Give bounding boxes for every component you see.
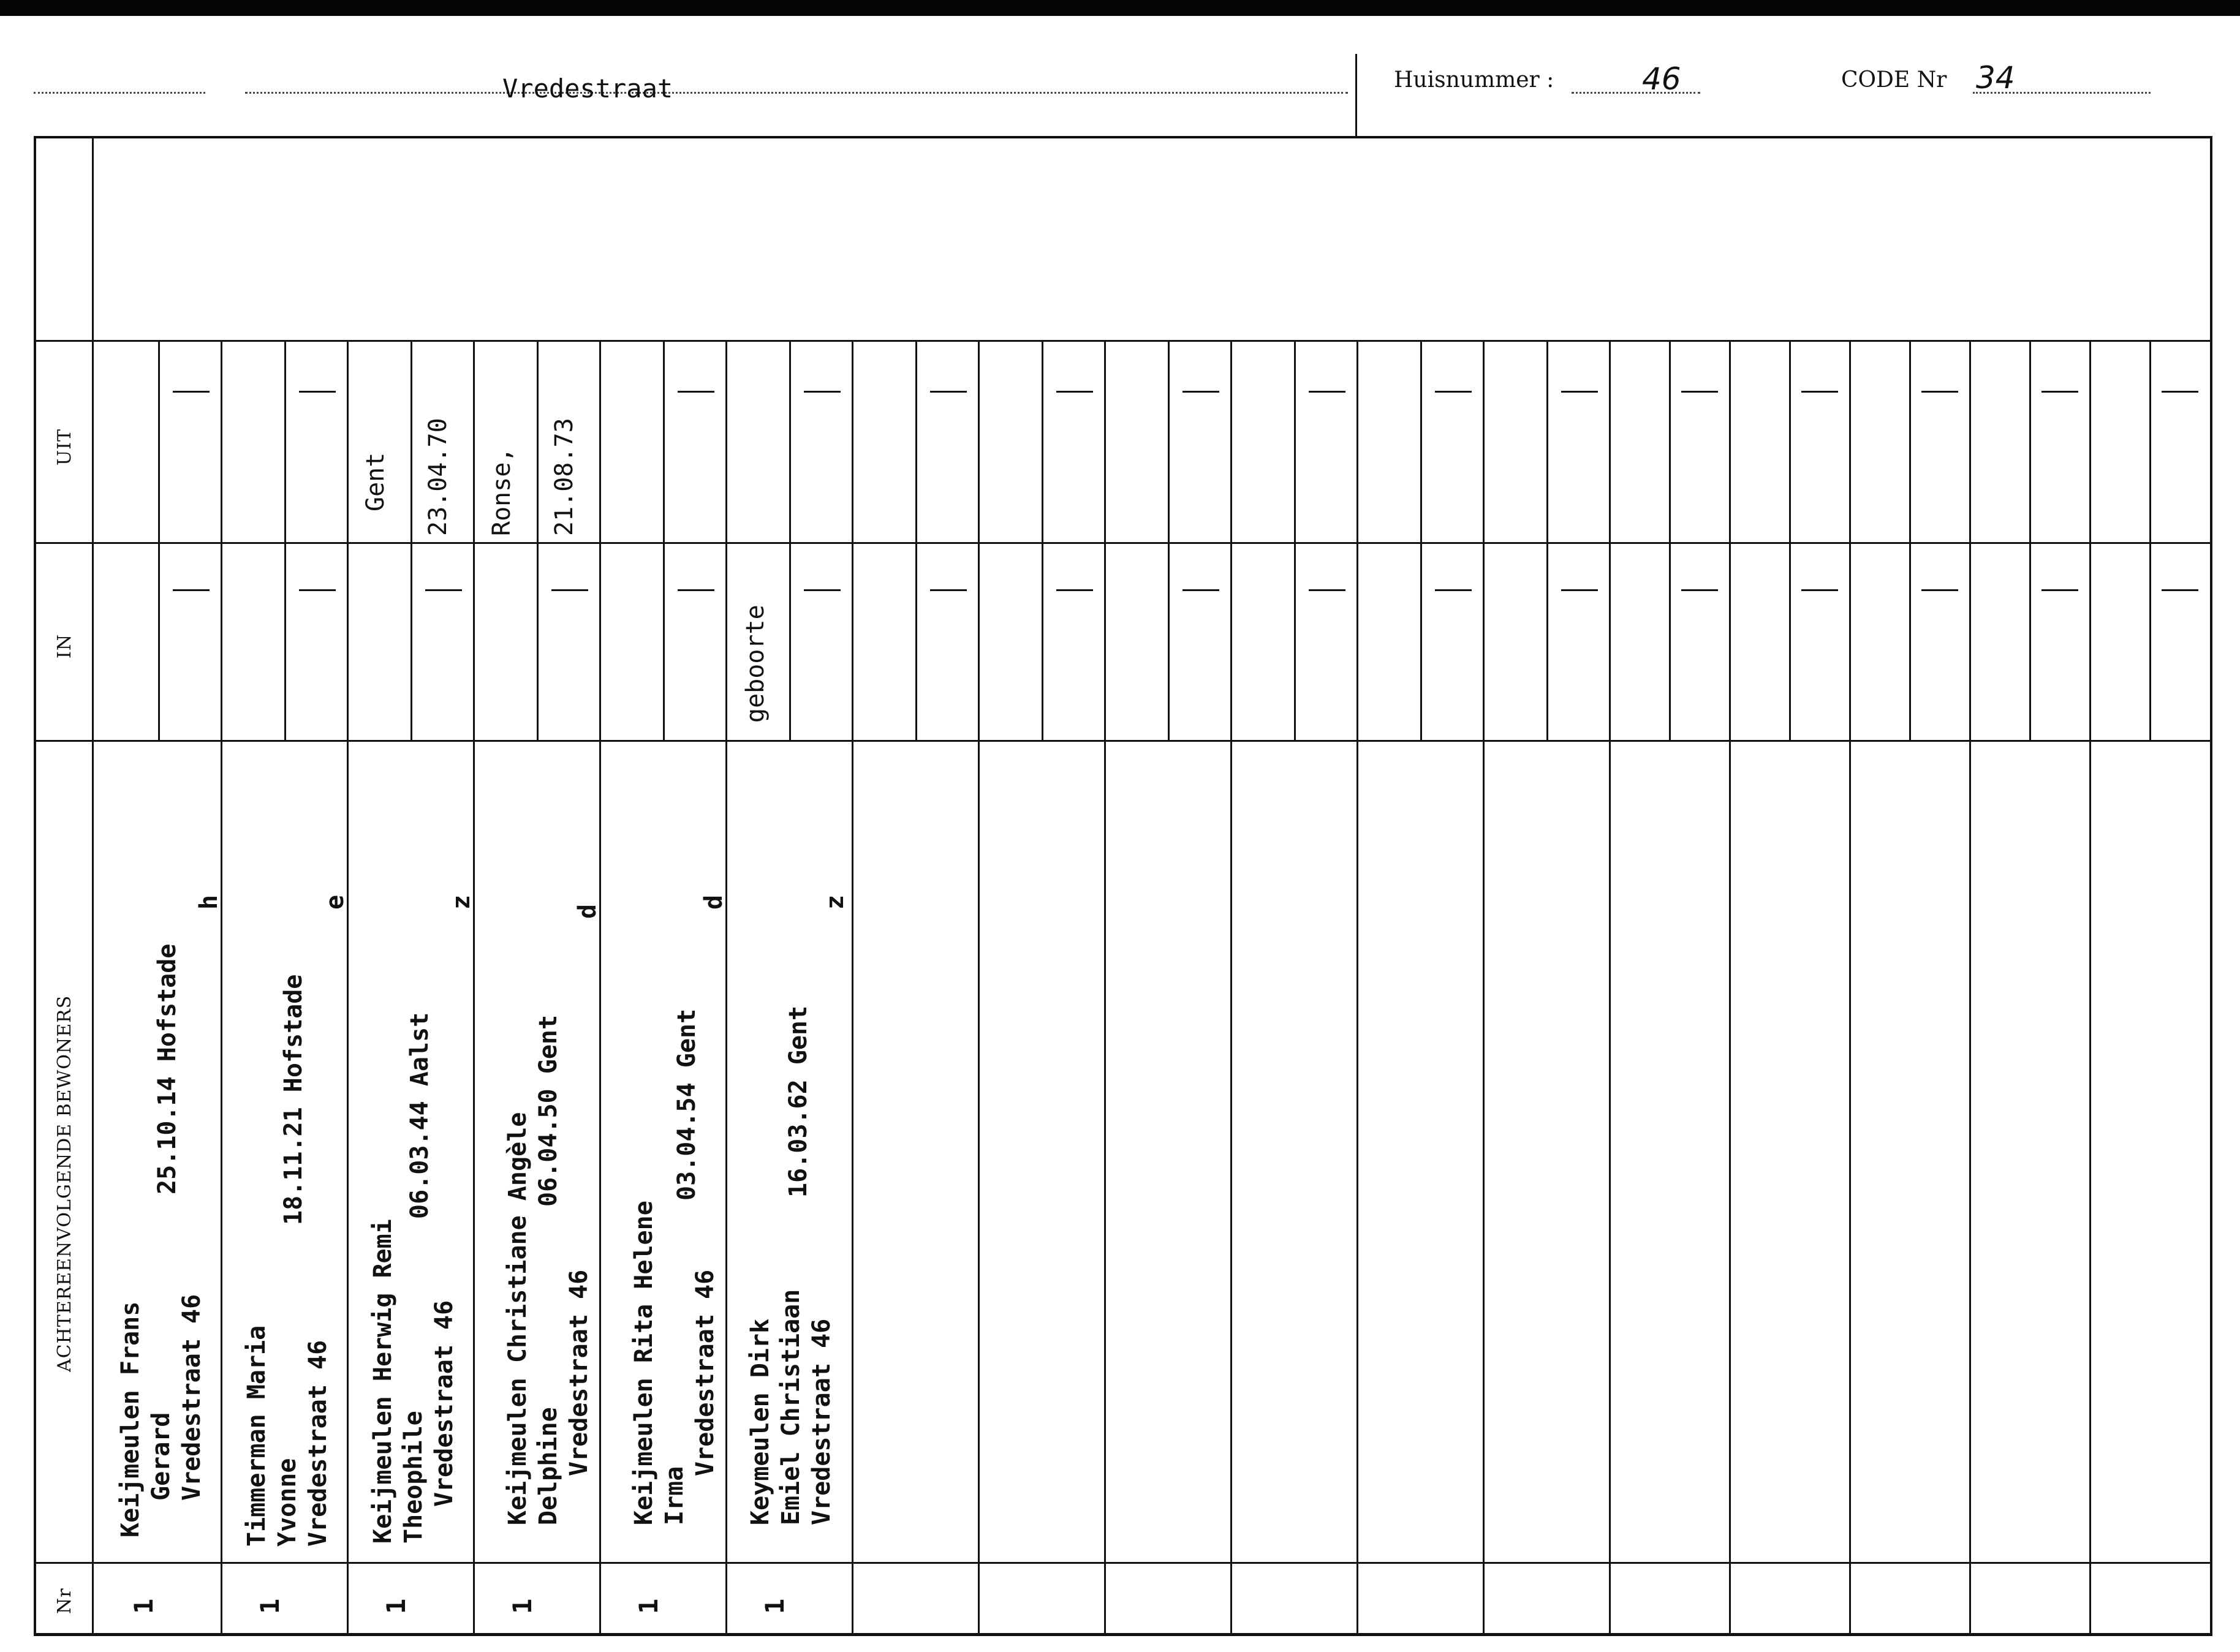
register-table (34, 136, 2212, 1635)
uit-date-resident-4: 21.08.73 (550, 418, 578, 536)
sub-column-line (1042, 340, 1043, 740)
nr-section-label: Nr (54, 1588, 75, 1614)
in-dash (2041, 589, 2078, 591)
resident-1-details (115, 1294, 207, 1537)
in-dash (551, 589, 588, 591)
section-line-residents-top (34, 740, 2212, 742)
resident-1-given-name: Gerard (147, 1412, 175, 1501)
sub-column-line (915, 340, 917, 740)
resident-4-given-name: Delphine (534, 1407, 562, 1525)
resident-5-birth: 03.04.54 Gent (673, 1008, 701, 1201)
in-dash (1681, 589, 1718, 591)
bottom-edge-line (34, 1634, 2212, 1636)
column-line (221, 340, 222, 1635)
uit-dash (1309, 391, 1345, 393)
column-line (1483, 340, 1485, 1635)
resident-3-mark: z (447, 894, 475, 910)
sub-column-line (2149, 340, 2151, 740)
section-line-uit-top (34, 340, 2212, 342)
resident-4-nr: 1 (507, 1598, 537, 1614)
in-dash (804, 589, 841, 591)
uit-date-resident-3: 23.04.70 (424, 418, 452, 536)
in-section-label: IN (54, 633, 75, 658)
in-dash (425, 589, 462, 591)
column-line (1230, 340, 1232, 1635)
sub-column-line (663, 340, 665, 740)
sub-column-line (2029, 340, 2031, 740)
column-line (1969, 340, 1971, 1635)
column-line (1729, 340, 1731, 1635)
resident-6-details (745, 1289, 837, 1525)
resident-3-name: Keijmeulen Herwig Remi (369, 1219, 397, 1544)
resident-5-name: Keijmeulen Rita Helene (630, 1201, 658, 1525)
column-line (599, 340, 601, 1635)
in-dash (1801, 589, 1838, 591)
uit-dash (173, 391, 210, 393)
resident-6-mark: z (821, 894, 849, 910)
resident-2-birth: 18.11.21 Hofstade (279, 974, 308, 1225)
in-note-resident-6: geboorte (741, 605, 770, 723)
resident-3-nr: 1 (381, 1598, 411, 1614)
column-line (347, 340, 349, 1635)
uit-dash (930, 391, 967, 393)
in-dash (173, 589, 210, 591)
uit-dash (2162, 391, 2198, 393)
uit-dash (1801, 391, 1838, 393)
sub-column-line (1909, 340, 1911, 740)
resident-3-birth: 06.03.44 Aalst (406, 1012, 434, 1219)
in-dash (1056, 589, 1093, 591)
in-dash (1921, 589, 1958, 591)
in-dash (1182, 589, 1219, 591)
sub-column-line (1294, 340, 1296, 740)
sub-column-line (1546, 340, 1548, 740)
resident-5-address: Vredestraat 46 (691, 1269, 719, 1476)
column-line (1104, 340, 1106, 1635)
label-column-divider (92, 136, 94, 1635)
sub-column-line (1789, 340, 1791, 740)
in-dash (678, 589, 714, 591)
resident-3-details (368, 1219, 460, 1544)
column-line (1609, 340, 1611, 1635)
header-dotted-line-street (245, 92, 1348, 94)
header-dotted-line-left (34, 92, 205, 94)
column-line (725, 340, 727, 1635)
sub-column-line (284, 340, 286, 740)
resident-2-details (241, 1326, 333, 1547)
uit-dash (678, 391, 714, 393)
huisnummer-label: Huisnummer : (1394, 67, 1554, 92)
uit-dash (2041, 391, 2078, 393)
resident-4-birth: 06.04.50 Gent (534, 1014, 562, 1207)
uit-dash (1561, 391, 1598, 393)
uit-place-resident-3: Gent (361, 452, 390, 511)
resident-1-nr: 1 (129, 1598, 159, 1614)
resident-4-mark: d (573, 903, 602, 919)
resident-5-given-name: Irma (660, 1466, 689, 1525)
resident-1-birth: 25.10.14 Hofstade (153, 943, 181, 1194)
in-dash (1309, 589, 1345, 591)
sub-column-line (789, 340, 791, 740)
code-value: 34 (1976, 60, 2015, 96)
sub-column-line (1669, 340, 1671, 740)
sub-column-line (1168, 340, 1170, 740)
resident-6-birth: 16.03.62 Gent (784, 1005, 812, 1198)
column-line (852, 340, 853, 1635)
resident-5-nr: 1 (634, 1598, 664, 1614)
resident-6-name: Keymeulen Dirk (746, 1318, 774, 1525)
resident-2-address: Vredestraat 46 (304, 1340, 332, 1547)
column-line (1849, 340, 1851, 1635)
resident-4-name: Keijmeulen Christiane Angèle (504, 1112, 532, 1525)
uit-dash (1182, 391, 1219, 393)
uit-place-resident-4: Ronse, (488, 447, 516, 536)
in-dash (1561, 589, 1598, 591)
uit-dash (299, 391, 336, 393)
code-label: CODE Nr (1841, 67, 1947, 92)
column-line (1356, 340, 1358, 1635)
resident-1-name: Keijmeulen Frans (116, 1301, 145, 1537)
resident-2-given-name: Yvonne (273, 1458, 301, 1547)
sub-column-line (537, 340, 539, 740)
in-dash (930, 589, 967, 591)
resident-6-address: Vredestraat 46 (808, 1318, 836, 1525)
huisnummer-value: 46 (1642, 61, 1681, 97)
resident-2-mark: e (321, 894, 349, 910)
uit-dash (1435, 391, 1472, 393)
column-line (978, 340, 980, 1635)
resident-5-mark: d (700, 894, 728, 910)
resident-3-given-name: Theophile (399, 1411, 428, 1544)
uit-dash (804, 391, 841, 393)
column-line (473, 340, 475, 1635)
resident-1-mark: h (195, 894, 223, 910)
resident-6-nr: 1 (760, 1598, 790, 1614)
sub-column-line (1420, 340, 1422, 740)
resident-1-address: Vredestraat 46 (178, 1294, 206, 1501)
resident-2-nr: 1 (255, 1598, 285, 1614)
section-line-nr-top (34, 1562, 2212, 1564)
in-dash (2162, 589, 2198, 591)
resident-4-address: Vredestraat 46 (565, 1269, 593, 1476)
resident-5-details (629, 1201, 721, 1525)
uit-dash (1056, 391, 1093, 393)
sub-column-line (158, 340, 160, 740)
column-line (2089, 340, 2091, 1635)
uit-dash (1681, 391, 1718, 393)
resident-3-address: Vredestraat 46 (430, 1300, 458, 1507)
sub-column-line (411, 340, 412, 740)
street-name: Vredestraat (502, 74, 673, 104)
uit-section-label: UIT (54, 428, 75, 466)
scan-top-edge (0, 0, 2240, 16)
uit-dash (1921, 391, 1958, 393)
resident-2-name: Timmerman Maria (243, 1325, 271, 1547)
resident-6-given-name: Emiel Christiaan (777, 1289, 805, 1525)
in-dash (1435, 589, 1472, 591)
residents-section-label: ACHTEREENVOLGENDE BEWONERS (54, 995, 75, 1372)
in-dash (299, 589, 336, 591)
section-line-in-top (34, 542, 2212, 544)
header-divider (1355, 54, 1357, 137)
